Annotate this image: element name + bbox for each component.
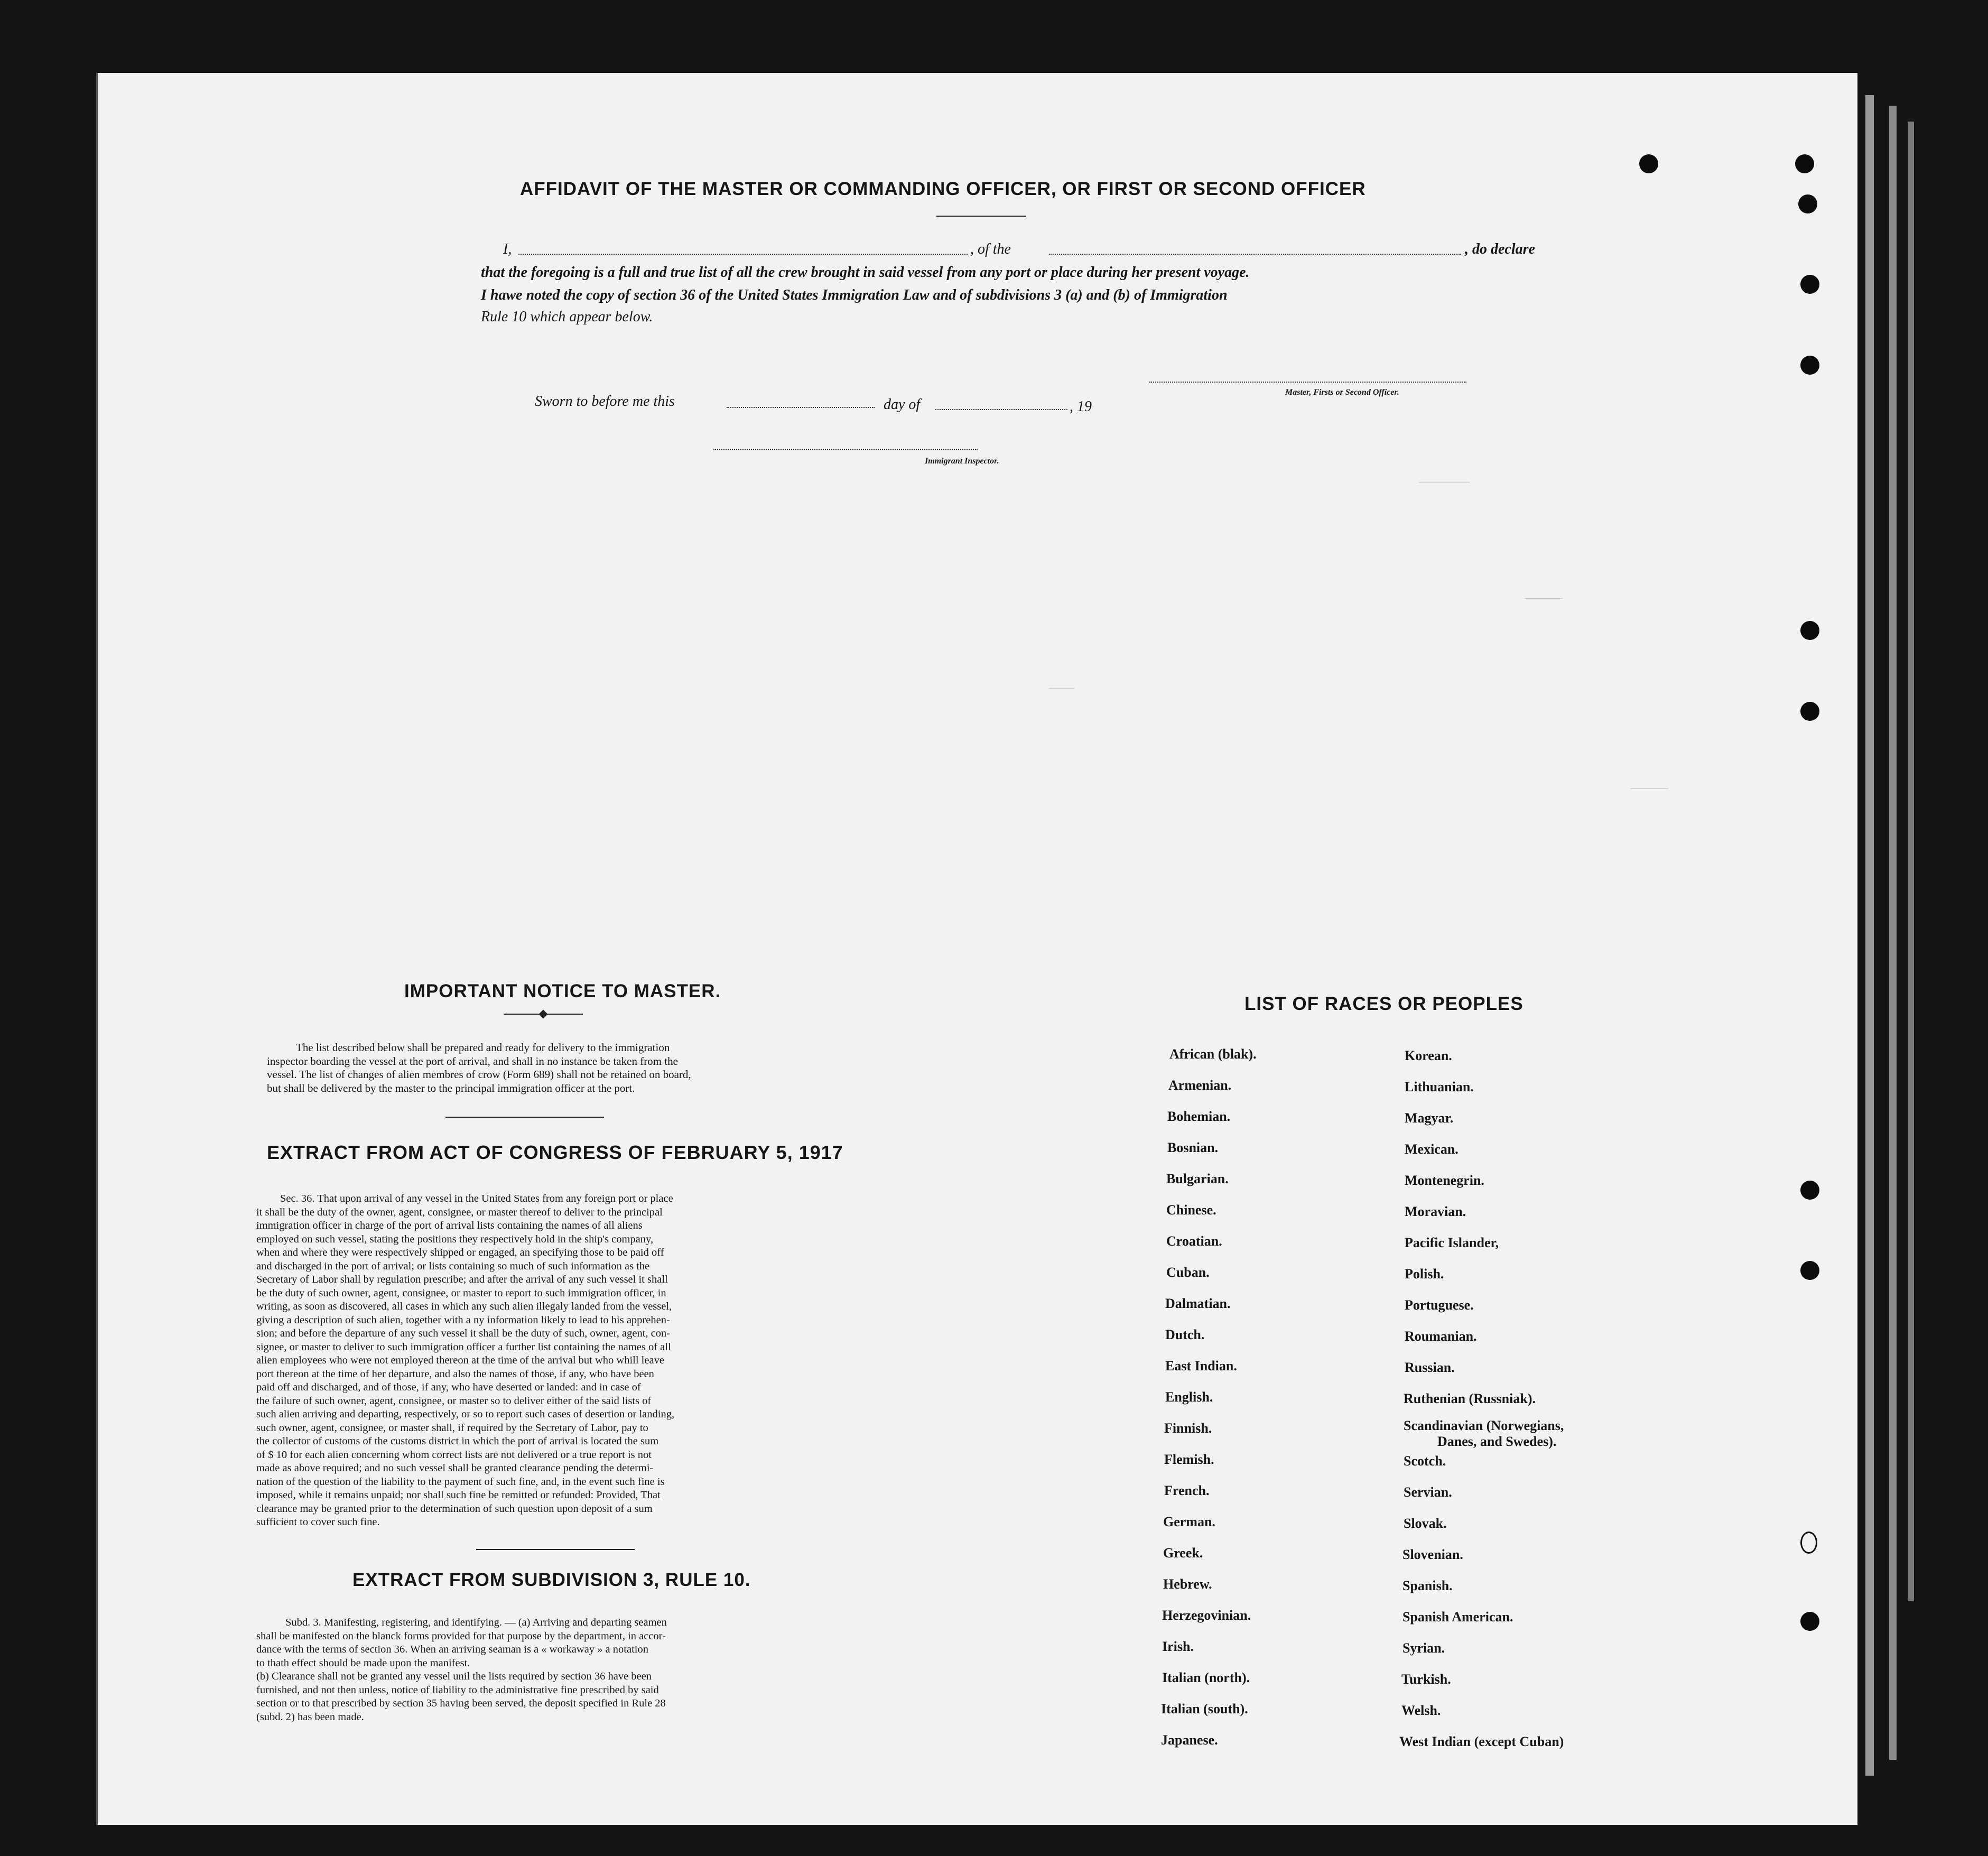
act-line: clearance may be granted prior to the determination of such question upon deposit of a sum xyxy=(256,1502,653,1515)
act-line: and discharged in the port of arrival; or lists containing so much of such information as the xyxy=(256,1260,650,1272)
act-line: be the duty of such owner, agent, consignee, or master to report to such immigration officer, in xyxy=(256,1287,666,1299)
race-left-item: African (blak). xyxy=(1169,1046,1257,1062)
race-right-item: Portuguese. xyxy=(1405,1297,1474,1313)
day-of-label: day of xyxy=(884,396,921,413)
rule-line: (subd. 2) has been made. xyxy=(256,1711,364,1723)
race-right-item-cont: Danes, and Swedes). xyxy=(1437,1434,1557,1449)
punch-hole xyxy=(1639,154,1658,173)
sworn-month-line[interactable] xyxy=(935,409,1067,410)
race-right-item: Magyar. xyxy=(1405,1110,1454,1126)
rule-line: shall be manifested on the blanck forms provided for that purpose by the department, in accor- xyxy=(256,1630,666,1642)
sworn-day-line[interactable] xyxy=(727,407,875,408)
punch-hole xyxy=(1800,356,1819,375)
race-left-item: Italian (south). xyxy=(1161,1701,1248,1716)
act-line: giving a description of such alien, together with a ny information likely to lead to his apprehen- xyxy=(256,1314,670,1326)
race-right-item: Spanish. xyxy=(1402,1578,1453,1593)
signature-caption: Master, Firsts or Second Officer. xyxy=(1285,388,1399,397)
act-line: signee, or master to deliver to such immigration officer a further list containing the names of all xyxy=(256,1341,671,1353)
act-line: paid off and discharged, and of those, if any, who have deserted or landed: and in case of xyxy=(256,1381,641,1393)
race-right-item: Pacific Islander, xyxy=(1405,1235,1499,1250)
affidavit-ofthe-label: , of the xyxy=(970,241,1011,257)
race-left-item: Bohemian. xyxy=(1167,1109,1231,1124)
bleed-through-mark: ———— xyxy=(1419,475,1470,488)
year-label: , 19 xyxy=(1070,398,1092,415)
race-left-item: Greek. xyxy=(1163,1545,1203,1561)
punch-hole xyxy=(1800,1612,1819,1631)
notice-body xyxy=(267,1041,830,1095)
vessel-blank-line[interactable] xyxy=(1049,254,1461,255)
race-right-item: Spanish American. xyxy=(1402,1609,1513,1625)
notice-line: vessel. The list of changes of alien membres of crow (Form 689) shall not be retained on board, xyxy=(267,1068,691,1081)
race-right-item: Scotch. xyxy=(1404,1453,1446,1469)
act-line: such alien arriving and departing, respectively, or so to report such cases of desertion or landing, xyxy=(256,1408,675,1420)
rule-line: section or to that prescribed by section 35 having been served, the deposit specified in Rule 28 xyxy=(256,1697,666,1709)
race-right-item: Lithuanian. xyxy=(1405,1079,1474,1094)
act-line: the failure of such owner, agent, consignee, or master so to deliver either of the said lists of xyxy=(256,1395,652,1407)
race-right-item: Slovak. xyxy=(1404,1516,1447,1531)
notice-title: IMPORTANT NOTICE TO MASTER. xyxy=(404,981,721,1001)
act-line: sufficient to cover such fine. xyxy=(256,1516,380,1528)
signature-line[interactable] xyxy=(1149,382,1466,383)
bleed-through-mark: ——— xyxy=(1525,591,1563,605)
race-left-item: Japanese. xyxy=(1161,1732,1218,1748)
inspector-signature-line[interactable] xyxy=(713,449,978,450)
race-left-item: Herzegovinian. xyxy=(1162,1608,1251,1623)
act-line: such owner, agent, consignee, or master shall, if required by the Secretary of Labor, pay to xyxy=(256,1422,648,1434)
page-edge-4 xyxy=(1908,122,1914,1601)
race-right-item: Polish. xyxy=(1405,1266,1444,1282)
race-right-item: West Indian (except Cuban) xyxy=(1399,1734,1564,1749)
race-right-item: Moravian. xyxy=(1405,1204,1466,1219)
affidavit-line-2: that the foregoing is a full and true list of all the crew brought in said vessel from any port or place during her present voyage. xyxy=(481,264,1250,281)
act-line: the collector of customs of the customs district in which the port of arrival is located the sum xyxy=(256,1435,659,1447)
act-body xyxy=(256,1192,832,1529)
punch-hole xyxy=(1800,702,1819,721)
bleed-through-mark: ——— xyxy=(1630,781,1668,795)
race-left-item: Dutch. xyxy=(1165,1327,1205,1342)
act-line: made as above required; and no such vessel shall be granted clearance pending the determi- xyxy=(256,1462,654,1474)
rule-title: EXTRACT FROM SUBDIVISION 3, RULE 10. xyxy=(352,1570,751,1590)
rule-line: to thath effect should be made upon the manifest. xyxy=(256,1657,470,1669)
act-line: Secretary of Labor shall by regulation prescribe; and after the arrival of any such vessel it shall xyxy=(256,1274,668,1285)
race-right-item: Russian. xyxy=(1405,1360,1455,1375)
notice-line: but shall be delivered by the master to the principal immigration officer at the port. xyxy=(267,1081,635,1094)
act-line: port thereon at the time of her departure, and also the names of those, if any, who have been xyxy=(256,1368,654,1380)
page-edge-2 xyxy=(1865,95,1874,1776)
act-line: nation of the question of the liability to the payment of such fine, and, in the event such fine is xyxy=(256,1475,665,1488)
act-line: writing, as soon as discovered, all cases in which any such alien illegaly landed from the vessel, xyxy=(256,1301,672,1312)
race-right-item: Montenegrin. xyxy=(1405,1173,1484,1188)
race-left-item: English. xyxy=(1165,1389,1213,1405)
page-edge-3 xyxy=(1889,106,1897,1760)
rule-line: furnished, and not then unless, notice of liability to the administrative fine prescribed by said xyxy=(256,1684,659,1696)
notice-ornament xyxy=(504,1013,583,1016)
race-right-item: Roumanian. xyxy=(1405,1329,1477,1344)
act-line: employed on such vessel, stating the positions they respectively hold in the ship's company, xyxy=(256,1233,654,1245)
act-line: Sec. 36. That upon arrival of any vessel in the United States from any foreign port or place xyxy=(280,1193,673,1204)
race-right-item: Syrian. xyxy=(1402,1640,1445,1656)
race-right-item: Turkish. xyxy=(1401,1672,1451,1687)
race-left-item: German. xyxy=(1163,1514,1215,1529)
affidavit-line-4: Rule 10 which appear below. xyxy=(481,309,653,325)
race-right-item: Welsh. xyxy=(1401,1703,1441,1718)
punch-hole xyxy=(1800,621,1819,640)
race-left-item: Hebrew. xyxy=(1163,1576,1212,1592)
race-left-item: Armenian. xyxy=(1168,1078,1232,1093)
affidavit-i-label: I, xyxy=(503,241,512,257)
affidavit-title: AFFIDAVIT OF THE MASTER OR COMMANDING OFFICER, OR FIRST OR SECOND OFFICER xyxy=(520,179,1366,199)
race-left-item: Bosnian. xyxy=(1167,1140,1219,1155)
races-title: LIST OF RACES OR PEOPLES xyxy=(1244,994,1523,1014)
race-left-item: Flemish. xyxy=(1164,1452,1214,1467)
punch-hole xyxy=(1798,194,1817,214)
race-right-item: Slovenian. xyxy=(1402,1547,1463,1562)
act-line: of $ 10 for each alien concerning whom correct lists are not delivered or a true report is not xyxy=(256,1449,652,1461)
section-rule xyxy=(476,1549,635,1550)
rule-line: dance with the terms of section 36. When an arriving seaman is a « workaway » a notation xyxy=(256,1644,648,1655)
act-line: when and where they were respectively shipped or engaged, an specifying those to be paid off xyxy=(256,1247,664,1258)
section-rule xyxy=(445,1117,604,1118)
name-blank-line[interactable] xyxy=(518,254,968,255)
affidavit-declare-label: , do declare xyxy=(1465,241,1535,257)
act-line: immigration officer in charge of the port of arrival lists containing the names of all aliens xyxy=(256,1220,643,1231)
notice-line: The list described below shall be prepared and ready for delivery to the immigration xyxy=(296,1041,670,1054)
act-line: sion; and before the departure of any such vessel it shall be the duty of such, owner, agent, con- xyxy=(256,1328,671,1339)
punch-hole xyxy=(1800,1532,1817,1554)
race-right-item: Ruthenian (Russniak). xyxy=(1404,1391,1536,1406)
race-left-item: Croatian. xyxy=(1166,1233,1222,1249)
act-line: imposed, while it remains unpaid; nor shall such fine be remitted or refunded: Provided, That xyxy=(256,1489,661,1501)
race-left-item: Chinese. xyxy=(1166,1202,1216,1218)
race-left-item: Irish. xyxy=(1162,1639,1194,1654)
sworn-label: Sworn to before me this xyxy=(535,393,675,410)
affidavit-line-3: I hawe noted the copy of section 36 of the United States Immigration Law and of subdivisions 3 (a) and (b) of Immigration xyxy=(481,287,1228,303)
race-left-item: Cuban. xyxy=(1166,1265,1210,1280)
notice-line: inspector boarding the vessel at the port of arrival, and shall in no instance be taken from the xyxy=(267,1054,678,1068)
act-title: EXTRACT FROM ACT OF CONGRESS OF FEBRUARY 5, 1917 xyxy=(267,1142,843,1163)
race-left-item: East Indian. xyxy=(1165,1358,1237,1374)
race-left-item: Finnish. xyxy=(1164,1421,1212,1436)
bleed-through-mark: —— xyxy=(1049,681,1074,694)
race-left-item: French. xyxy=(1164,1483,1210,1498)
race-left-item: Bulgarian. xyxy=(1166,1171,1229,1186)
title-rule xyxy=(936,216,1026,217)
punch-hole xyxy=(1800,1181,1819,1200)
race-right-item: Korean. xyxy=(1405,1048,1452,1063)
race-left-item: Dalmatian. xyxy=(1165,1296,1231,1311)
race-right-item: Scandinavian (Norwegians, xyxy=(1404,1418,1564,1433)
act-line: it shall be the duty of the owner, agent, consignee, or master thereof to deliver to the principal xyxy=(256,1206,663,1218)
rule-line: (b) Clearance shall not be granted any vessel unil the lists required by section 36 have been xyxy=(256,1671,652,1682)
punch-hole xyxy=(1800,1261,1819,1280)
race-right-item: Mexican. xyxy=(1405,1142,1459,1157)
manifest-page xyxy=(96,73,1857,1825)
race-right-item: Servian. xyxy=(1404,1484,1452,1500)
inspector-caption: Immigrant Inspector. xyxy=(925,457,999,466)
race-left-item: Italian (north). xyxy=(1162,1670,1250,1685)
punch-hole xyxy=(1795,154,1814,173)
punch-hole xyxy=(1800,275,1819,294)
rule-line: Subd. 3. Manifesting, registering, and identifying. — (a) Arriving and departing seamen xyxy=(285,1617,667,1628)
act-line: alien employees who were not employed thereon at the time of the arrival but who whill leave xyxy=(256,1354,664,1366)
rule-body xyxy=(256,1616,838,1724)
